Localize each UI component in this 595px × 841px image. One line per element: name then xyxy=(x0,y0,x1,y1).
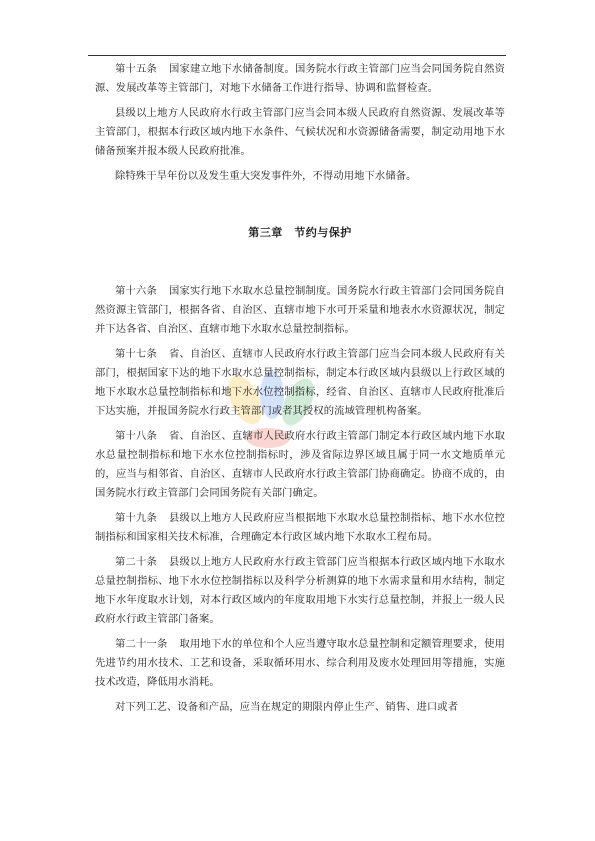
section-after-chapter xyxy=(95,282,505,717)
header-rule xyxy=(88,55,506,56)
article-text: 国家建立地下水储备制度。国务院水行政主管部门应当会同国务院自然资源、发展改革等主管部门，对地下水储备工作进行指导、协调和监督检查。 xyxy=(95,63,505,94)
article-text: 对下列工艺、设备和产品，应当在规定的期限内停止生产、销售、进口或者 xyxy=(115,701,459,713)
article-number: 第二十一条 xyxy=(115,638,168,650)
article-text: 国家实行地下水取水总量控制制度。国务院水行政主管部门会同国务院自然资源主管部门，根据各省、自治区、直辖市地下水可开采量和地表水水资源状况，制定并下达各省、自治区、直辖市地下水取水总量控制指标。 xyxy=(95,285,505,335)
article-text: 省、自治区、直辖市人民政府水行政主管部门制定本行政区域内地下水取水总量控制指标和地下水水位控制指标时，涉及省际边界区域且属于同一水文地质单元的，应当与相邻省、自治区、直辖市人民政府水行政主管部门协商确定。协商不成的，由国务院水行政主管部门会同国务院有关部门确定。 xyxy=(95,430,505,499)
article-number: 第十七条 xyxy=(115,348,158,360)
article-number: 第二十条 xyxy=(115,556,158,568)
article-paragraph xyxy=(95,509,505,547)
article-text: 取用地下水的单位和个人应当遵守取水总量控制和定额管理要求，使用先进节约用水技术、工艺和设备，采取循环用水、综合利用及废水处理回用等措施，实施技术改造，降低用水消耗。 xyxy=(95,638,505,688)
chapter-title: 第三章 节约与保护 xyxy=(248,226,352,239)
article-paragraph xyxy=(95,553,505,629)
article-paragraph xyxy=(95,104,505,161)
article-paragraph xyxy=(95,167,505,186)
article-paragraph xyxy=(95,698,505,717)
article-text: 县级以上地方人民政府水行政主管部门应当会同本级人民政府自然资源、发展改革等主管部门，根据本行政区域内地下水条件、气候状况和水资源储备需要，制定动用地下水储备预案并报本级人民政府批准。 xyxy=(95,107,505,157)
article-paragraph xyxy=(95,635,505,692)
article-paragraph xyxy=(95,345,505,421)
article-number: 第十八条 xyxy=(115,430,158,442)
article-number: 第十六条 xyxy=(115,285,158,297)
article-paragraph xyxy=(95,427,505,503)
article-paragraph xyxy=(95,60,505,98)
article-paragraph xyxy=(95,282,505,339)
article-number: 第十九条 xyxy=(115,512,158,524)
document-body xyxy=(95,60,505,723)
article-number: 第十五条 xyxy=(115,63,158,75)
article-text: 除特殊干旱年份以及发生重大突发事件外，不得动用地下水储备。 xyxy=(115,170,417,182)
article-text: 省、自治区、直辖市人民政府水行政主管部门应当会同本级人民政府有关部门，根据国家下达的地下水取水总量控制指标，制定本行政区域内县级以上行政区域的地下水取水总量控制指标和地下水水位控制指标，经省、自治区、直辖市人民政府批准后下达实施，并报国务院水行政主管部门或者其授权的流域管理机构备案。 xyxy=(95,348,505,417)
article-text: 县级以上地方人民政府应当根据地下水取水总量控制指标、地下水水位控制指标和国家相关技术标准，合理确定本行政区域内地下水取水工程布局。 xyxy=(95,512,505,543)
article-text: 县级以上地方人民政府水行政主管部门应当根据本行政区域内地下水取水总量控制指标、地下水水位控制指标以及科学分析测算的地下水需求量和用水结构，制定地下水年度取水计划，对本行政区域内的年度取用地下水实行总量控制，并报上一级人民政府水行政主管部门备案。 xyxy=(95,556,505,625)
section-before-chapter xyxy=(95,60,505,186)
